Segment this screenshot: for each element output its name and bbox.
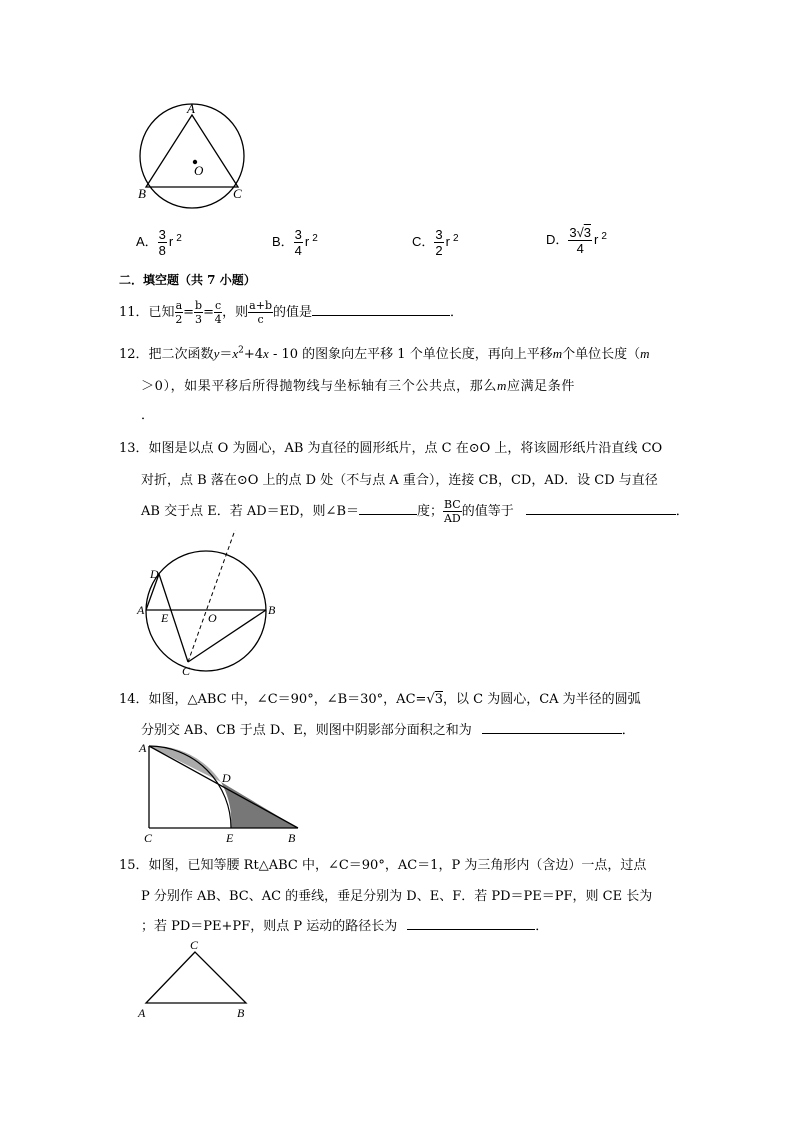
q11-frac3-num: c <box>214 299 222 312</box>
question-12-line-1 <box>119 343 650 362</box>
option-d-num <box>568 226 592 241</box>
q10-option-d <box>546 226 607 255</box>
q11-frac4-num: a+b <box>249 299 272 312</box>
question-14-line-2 <box>141 719 635 738</box>
q10-option-b <box>272 228 318 257</box>
option-c-num: 3 <box>435 227 443 242</box>
q15-text-l3a: ；若 PD＝PE+PF，则点 P 运动的路径长为 <box>141 919 398 934</box>
fig13-label-d: D <box>150 567 159 581</box>
q15-period: ． <box>535 919 549 934</box>
fig10-label-c: C <box>233 186 242 201</box>
question-12-line-2 <box>141 375 575 394</box>
q14-text-l2a: 分别交 AB、CB 于点 D、E，则图中阴影部分面积之和为 <box>141 723 472 738</box>
question-14-line-1 <box>119 688 641 707</box>
q12-text-d: - 10 的图象向左平移 1 个单位长度，再向上平移 <box>268 347 553 362</box>
fig14-label-b: B <box>288 831 296 845</box>
q11-answer-blank[interactable] <box>312 305 450 316</box>
q11-eq1: = <box>183 305 195 320</box>
fig14-label-e: E <box>226 831 234 845</box>
q13-text-l1: 如图是以点 O 为圆心，AB 为直径的圆形纸片，点 C 在⊙O 上，将该圆形纸片沿直线 CO <box>148 441 663 456</box>
fig13-label-b: B <box>268 603 276 617</box>
question-15-line-1 <box>119 854 646 873</box>
question-13-line-1 <box>119 437 662 456</box>
q13-angle-blank[interactable] <box>359 504 417 515</box>
fig10-label-a: A <box>187 101 195 116</box>
fig14-label-d: D <box>222 771 231 785</box>
q11-frac2-den: 3 <box>195 313 203 326</box>
q11-frac4-den: c <box>257 313 264 326</box>
q13-figure <box>134 530 284 680</box>
question-15-line-3 <box>141 915 548 934</box>
q12-text-l2b: 应满足条件 <box>506 379 575 394</box>
section-2-title: 二．填空题（共 7 小题） <box>119 273 256 287</box>
segment-cb <box>188 610 266 662</box>
q14-number: 14． <box>119 692 149 707</box>
option-c-exp: 2 <box>452 232 459 244</box>
option-b-exp: 2 <box>312 232 318 244</box>
q11-text-post: 的值是 <box>273 305 313 320</box>
q10-option-a <box>136 228 182 257</box>
fig14-label-a: A <box>139 741 147 755</box>
q13-number: 13． <box>119 441 149 456</box>
question-15-line-2: P 分别作 AB、BC、AC 的垂线，垂足分别为 D、E、F．若 PD＝PE＝PF，则 CE 长为 <box>141 889 653 904</box>
question-11 <box>119 300 463 325</box>
triangle-abc <box>146 952 246 1003</box>
fold-line-co <box>188 530 235 662</box>
q11-number: 11． <box>119 305 149 320</box>
option-d-coef: 3 <box>569 225 577 240</box>
fig13-label-e: E <box>161 611 169 625</box>
q12-number: 12． <box>119 347 149 362</box>
option-d-exp: 2 <box>601 230 607 242</box>
q12-text-e: 个单位长度（ <box>562 347 641 362</box>
fig14-label-c: C <box>144 831 153 845</box>
fig15-label-a: A <box>138 1006 146 1020</box>
q12-var-y: y <box>213 346 220 361</box>
q10-figure <box>130 98 260 223</box>
q11-text-mid: ，则 <box>222 305 249 320</box>
q11-frac3-den: 4 <box>214 313 222 326</box>
question-12-line-3: ． <box>141 408 155 423</box>
q15-number: 15． <box>119 858 149 873</box>
circle-o <box>140 104 244 208</box>
option-a-label: A． <box>136 233 158 249</box>
option-c-r: r <box>445 233 450 249</box>
fig15-label-b: B <box>237 1006 245 1020</box>
fig10-label-o: O <box>194 163 204 178</box>
q12-exp: 2 <box>238 345 244 356</box>
option-b-label: B． <box>272 233 294 249</box>
q14-answer-blank[interactable] <box>482 723 622 734</box>
q13-frac-num: BC <box>444 498 461 511</box>
q15-text-l1: 如图，已知等腰 Rt△ABC 中，∠C＝90°，AC＝1，P 为三角形内（含边）一点，过点 <box>148 858 647 873</box>
q13-text-l3c: 的值等于 <box>461 504 514 519</box>
q13-frac-den: AD <box>443 512 461 525</box>
fig10-label-b: B <box>138 186 146 201</box>
q12-text-b: ＝ <box>219 347 233 362</box>
q11-frac1-num: a <box>175 299 183 312</box>
question-13-line-3 <box>141 499 689 524</box>
fig13-label-o: O <box>208 611 217 625</box>
triangle-abc <box>146 115 238 187</box>
sqrt-icon: √ <box>576 225 584 240</box>
q11-period: ． <box>450 305 464 320</box>
q13-period: ． <box>675 504 689 519</box>
q14-figure <box>136 738 306 846</box>
q13-ratio-blank[interactable] <box>526 504 676 515</box>
fig13-label-c: C <box>182 664 191 678</box>
q12-text-c: +4 <box>243 347 264 362</box>
option-a-num: 3 <box>158 227 166 242</box>
option-c-den: 2 <box>435 243 443 258</box>
q12-var-x2: x <box>263 346 269 361</box>
q12-text-l2a: ＞0），如果平移后所得抛物线与坐标轴有三个公共点，那么 <box>141 379 497 394</box>
fig15-label-c: C <box>190 938 199 952</box>
fig13-label-a: A <box>137 603 145 617</box>
option-a-den: 8 <box>158 243 166 258</box>
q11-text-pre: 已知 <box>148 305 175 320</box>
q14-text-l1b: ，以 C 为圆心，CA 为半径的圆弧 <box>442 692 641 707</box>
option-c-label: C． <box>412 233 435 249</box>
q10-option-c <box>412 228 459 257</box>
option-b-den: 4 <box>294 243 302 258</box>
q14-text-l1a: 如图，△ABC 中，∠C＝90°，∠B＝30°，AC= <box>148 692 427 707</box>
option-d-radicand: 3 <box>583 225 591 240</box>
q11-eq2: = <box>203 305 214 320</box>
option-b-r: r <box>304 233 310 249</box>
option-a-exp: 2 <box>176 232 182 244</box>
q12-var-m: m <box>552 346 563 361</box>
option-b-num: 3 <box>294 227 302 242</box>
side-ab <box>149 746 298 828</box>
q13-text-l3b: 度； <box>417 504 444 519</box>
option-a-r: r <box>168 233 174 249</box>
option-d-label: D． <box>546 231 569 247</box>
q15-answer-blank[interactable] <box>407 919 535 930</box>
q11-frac1-den: 2 <box>175 313 183 326</box>
q13-text-l3a: AB 交于点 E．若 AD＝ED，则∠B＝ <box>141 504 359 519</box>
option-d-den: 4 <box>576 241 584 256</box>
sqrt-icon: √ <box>426 692 435 707</box>
option-d-r: r <box>594 231 599 247</box>
q14-period: ． <box>621 723 635 738</box>
question-13-line-2: 对折，点 B 落在⊙O 上的点 D 处（不与点 A 重合），连接 CB，CD，AD．设 CD 与直径 <box>141 473 658 488</box>
q12-var-m2: m <box>640 346 650 361</box>
q15-figure <box>134 936 264 1021</box>
q14-radicand: 3 <box>434 692 443 707</box>
q12-var-x: x <box>232 346 239 361</box>
q12-text-a: 把二次函数 <box>148 347 214 362</box>
q11-frac2-num: b <box>195 299 203 312</box>
q12-var-m3: m <box>496 378 507 393</box>
